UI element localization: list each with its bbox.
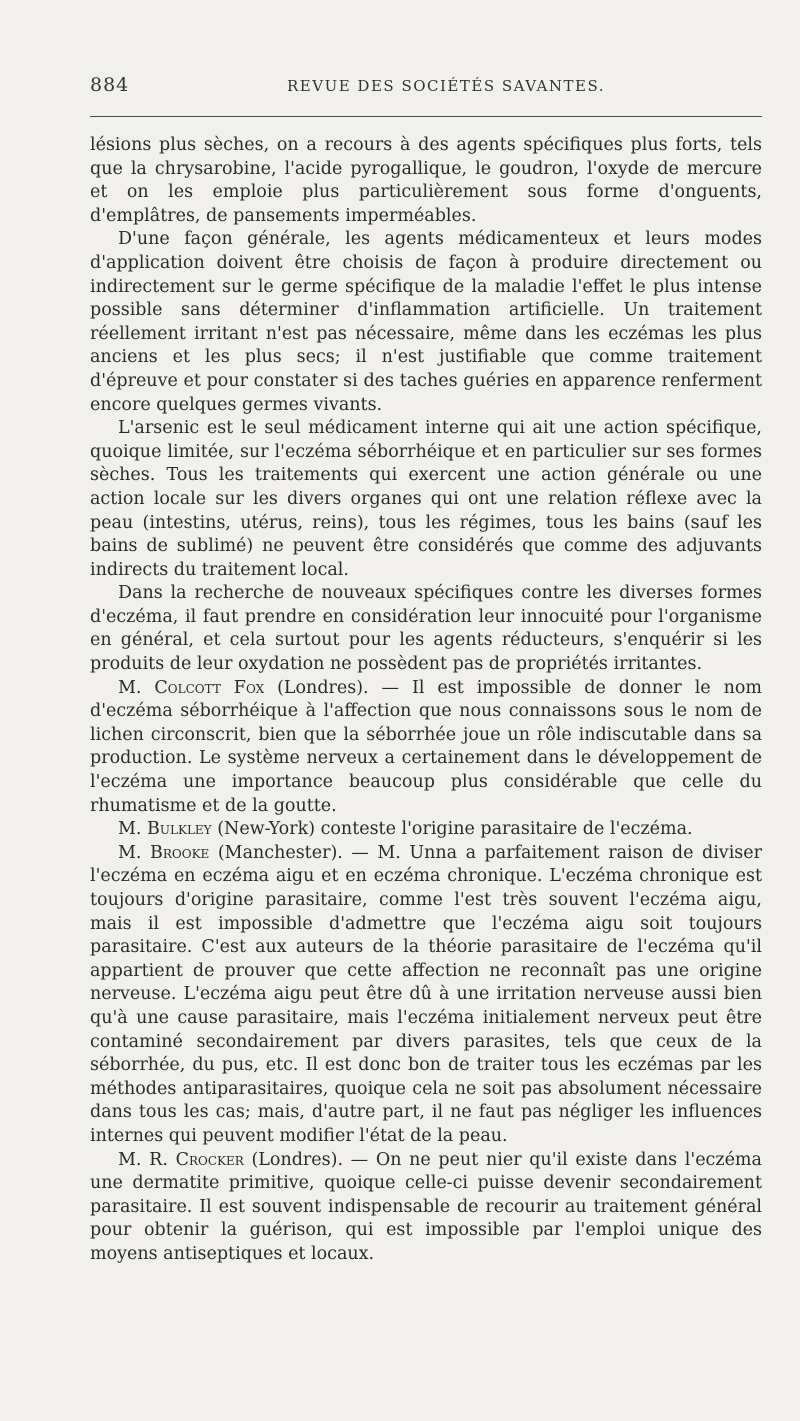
- paragraph-5-text: (Londres). — Il est impossible de donner le nom d'eczéma séborrhéique à l'affection que nous connaissons sous le nom de lichen circonscrit, bien que la séborrhée joue un rôle indiscutable dans sa production. Le système nerveux a certainement dans le développement de l'eczéma une importance beaucoup plus considérable que celle du rhumatisme et de la goutte.: [90, 677, 762, 816]
- paragraph-8-text: (Londres). — On ne peut nier qu'il existe dans l'eczéma une dermatite primitive, quoique celle-ci puisse devenir secondairement parasitaire. Il est souvent indispensable de recourir au traitement général pour obtenir la guérison, qui est impossible par l'emploi unique des moyens antiseptiques et locaux.: [90, 1149, 762, 1264]
- page-header: [90, 74, 762, 104]
- speaker-name: Brooke: [150, 842, 210, 863]
- speaker-prefix: M.: [118, 677, 155, 698]
- speaker-prefix: M.: [118, 819, 148, 840]
- paragraph-7-text: (Manchester). — M. Unna a parfaitement raison de diviser l'eczéma en eczéma aigu et en eczéma chronique. L'eczéma chronique est toujours d'origine parasitaire, comme l'est très souvent l'eczéma aigu, mais il est impossible d'admettre que l'eczéma aigu soit toujours parasitaire. C'est aux auteurs de la théorie parasitaire de l'eczéma qu'il appartient de prouver que cette affection ne reconnaît pas une origine nerveuse. L'eczéma aigu peut être dû à une irritation nerveuse aussi bien qu'à une cause parasitaire, mais l'eczéma initialement nerveux peut être contaminé secondairement par divers parasites, tels que ceux de la séborrhée, du pus, etc. Il est donc bon de traiter tous les eczémas par les méthodes antiparasitaires, quoique cela ne soit pas absolument nécessaire dans tous les cas; mais, d'autre part, il ne faut pas négliger les influences internes qui peuvent modifier l'état de la peau.: [90, 842, 762, 1146]
- paragraph-2: [90, 228, 762, 417]
- paragraph-1-text: lésions plus sèches, on a recours à des agents spécifiques plus forts, tels que la chrysarobine, l'acide pyrogallique, le goudron, l'oxyde de mercure et on les emploie plus particulièrement sous forme d'onguents, d'emplâtres, de pansements imperméables.: [90, 135, 762, 226]
- paragraph-2-text: D'une façon générale, les agents médicamenteux et leurs modes d'application doivent être choisis de façon à produire directement ou indirectement sur le germe spécifique de la maladie l'effet le plus intense possible sans déterminer d'inflammation artificielle. Un traitement réellement irritant n'est pas nécessaire, même dans les eczémas les plus anciens et les plus secs; il n'est justifiable que comme traitement d'épreuve et pour constater si des taches guéries en apparence renferment encore quelques germes vivants.: [90, 229, 762, 415]
- paragraph-3-text: L'arsenic est le seul médicament interne qui ait une action spécifique, quoique limitée, sur l'eczéma séborrhéique et en particulier sur ses formes sèches. Tous les traitements qui exercent une action générale ou une action locale sur les divers organes qui ont une relation réflexe avec la peau (intestins, utérus, reins), tous les régimes, tous les bains (sauf les bains de sublimé) ne peuvent être considérés que comme des adjuvants indirects du traitement local.: [90, 418, 762, 580]
- paragraph-8: [90, 1149, 762, 1267]
- article-body: [90, 134, 762, 1267]
- paragraph-4-text: Dans la recherche de nouveaux spécifiques contre les diverses formes d'eczéma, il faut prendre en considération leur innocuité pour l'organisme en général, et cela surtout pour les agents réducteurs, s'enquérir si les produits de leur oxydation ne possèdent pas de propriétés irritantes.: [90, 583, 762, 675]
- running-title: REVUE DES SOCIÉTÉS SAVANTES.: [287, 77, 605, 95]
- speaker-name: Colcott Fox: [154, 677, 265, 698]
- paragraph-6-text: (New-York) conteste l'origine parasitaire de l'eczéma.: [217, 819, 693, 840]
- page-number: 884: [90, 74, 130, 96]
- speaker-prefix: M.: [118, 842, 150, 863]
- header-rule: [90, 116, 762, 117]
- speaker-name: Crocker: [175, 1149, 244, 1170]
- paragraph-4: [90, 582, 762, 676]
- paragraph-3: [90, 417, 762, 582]
- paragraph-7: [90, 842, 762, 1149]
- paragraph-5: [90, 677, 762, 819]
- paragraph-6: [90, 818, 762, 842]
- speaker-name: Bulkley: [147, 819, 212, 840]
- speaker-prefix: M. R.: [118, 1149, 176, 1170]
- paragraph-1: [90, 134, 762, 228]
